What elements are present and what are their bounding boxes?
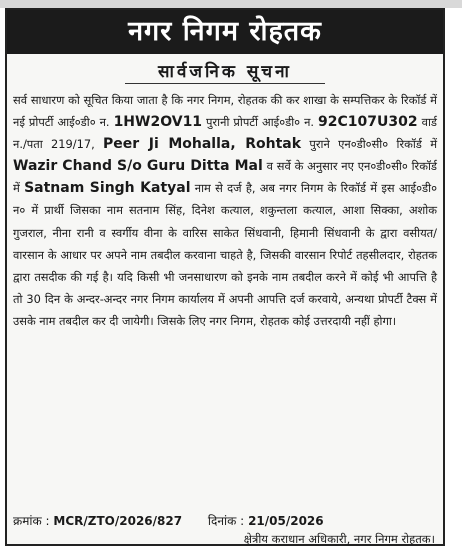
- notice-reference-row: [13, 512, 437, 529]
- notice-title: नगर निगम रोहतक: [7, 10, 443, 54]
- heading-underline: [125, 83, 325, 84]
- public-notice: [5, 8, 445, 546]
- new-property-id: 1HW2OV11: [113, 114, 203, 131]
- body-intro: सर्व साधारण को सूचित किया जाता है कि नगर निगम, रोहतक की कर शाखा के सम्पत्तिकर के रिकॉर्ड में नई प्रोपर्टी आई०डी० न.: [13, 93, 437, 130]
- old-property-id: 92C107U302: [318, 114, 418, 131]
- body-main-text: नाम से दर्ज है, अब नगर निगम के रिकॉर्ड में इस आई०डी० न० में प्रार्थी जिसका नाम सतनाम सिंह, दिनेश कत्याल, शकुन्तला कत्याल, आशा सिक्का, अशोक गुजराल, नीना रानी व स्वर्गीय वीना के वारिस साकेत सिंधवानी, हिमानी सिंधवानी के द्वारा वसीयत/वारसान के आधार पर अपने नाम तबदील करवाना चाहते है, जिसकी वारसान रिपोर्ट तहसीलदार, रोहतक द्वारा तसदीक की गई है। यदि किसी भी जनसाधारण को इनके नाम तबदील करने में कोई भी आपत्ति है तो 30 दिन के अन्दर-अन्दर नगर निगम कार्यालय में अपनी आपत्ति दर्ज करवाये, अन्यथा प्रोपर्टी टैक्स में उसके नाम तबदील कर दी जायेगी। जिसके लिए नगर निगम, रोहतक कोई उत्तरदायी नहीं होगा।: [13, 181, 438, 328]
- notice-body: [13, 89, 437, 332]
- reference-number: MCR/ZTO/2026/827: [53, 514, 183, 528]
- body-old-record-label: पुराने एन०डी०सी० रिकॉर्ड में: [309, 137, 438, 152]
- reference-label: क्रमांक :: [13, 514, 50, 528]
- body-new-record-label: व सर्वे के अनुसार नए एन०डी०सी० रिकॉर्ड में: [13, 159, 437, 196]
- notice-date: 21/05/2026: [248, 514, 324, 528]
- date-label: दिनांक :: [207, 514, 245, 528]
- property-address: Peer Ji Mohalla, Rohtak: [103, 136, 302, 153]
- old-owner-name: Wazir Chand S/o Guru Ditta Mal: [13, 158, 263, 175]
- page-top-strip: [0, 0, 462, 8]
- signatory: क्षेत्रीय कराधान अधिकारी, नगर निगम रोहतक।: [243, 532, 435, 546]
- body-old-id-label: पुरानी प्रोपर्टी आई०डी० न.: [206, 115, 315, 130]
- notice-heading: सार्वजनिक सूचना: [158, 62, 292, 82]
- current-owner-name: Satnam Singh Katyal: [24, 180, 191, 197]
- body-ward-label: वार्ड न./पता 219/17,: [13, 115, 438, 152]
